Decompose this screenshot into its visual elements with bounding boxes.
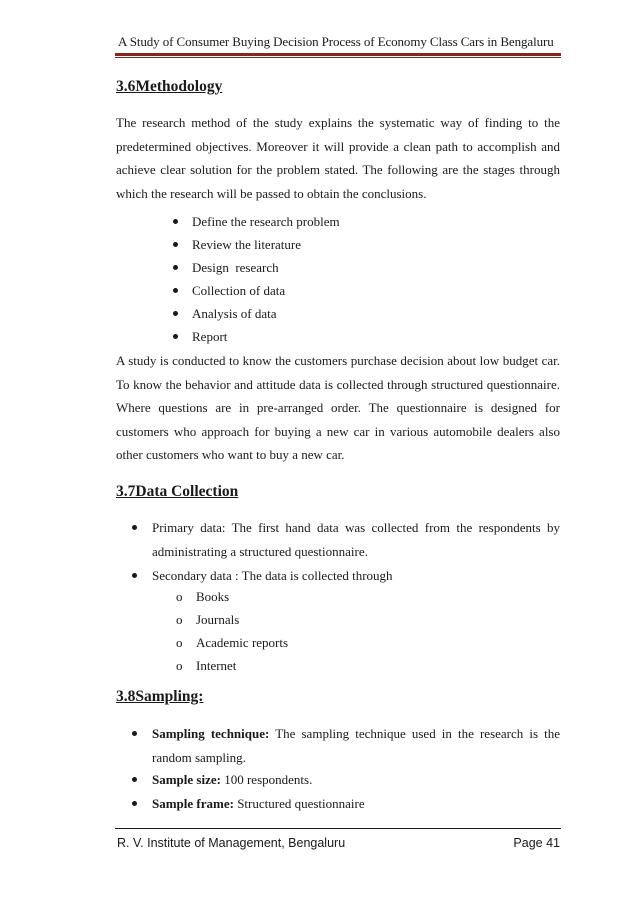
primary-data-item: Primary data: The first hand data was collected from the respondents by administrating a structured questionnaire. (152, 516, 560, 563)
paragraph-line: which the research will be passed to obtain the conclusions. (116, 185, 427, 201)
sample-size-label: Sample size: (152, 772, 221, 787)
sample-size-item: Sample size: 100 respondents. (152, 768, 560, 792)
list-item: o Journals (196, 608, 288, 631)
bullet-icon (173, 219, 178, 224)
bullet-icon (132, 801, 137, 806)
circle-bullet-icon: o (176, 658, 183, 673)
bullet-icon (173, 242, 178, 247)
sample-frame-item: Sample frame: Structured questionnaire (152, 792, 560, 816)
paragraph-line: predetermined objectives. Moreover it will provide a clean path to accomplish and (116, 138, 560, 154)
page-number: Page 41 (513, 836, 560, 850)
bullet-icon (132, 731, 137, 736)
research-stages-list (192, 210, 340, 348)
sample-frame-label: Sample frame: (152, 796, 234, 811)
list-item: o Internet (196, 654, 288, 677)
header-rule (115, 53, 561, 56)
paragraph-line: other customers who want to buy a new car. (116, 447, 345, 462)
paragraph-line: Where questions are in pre-arranged order. The questionnaire is designed for (116, 400, 560, 415)
paragraph-line: achieve clear solution for the problem stated. The following are the stages through (116, 162, 560, 177)
footer-rule (115, 828, 561, 829)
bullet-icon (173, 265, 178, 270)
paragraph-line: To know the behavior and attitude data is collected through structured questionnaire. (116, 376, 560, 392)
paragraph-line: A study is conducted to know the customers purchase decision about low budget car. (116, 353, 560, 368)
section-title-sampling: 3.8Sampling: (116, 688, 204, 705)
list-item: Analysis of data (192, 302, 340, 325)
sampling-technique-label: Sampling technique: (152, 726, 270, 741)
header-rule-thin (115, 57, 561, 58)
list-item: Collection of data (192, 279, 340, 302)
list-item: Design research (192, 256, 340, 279)
paragraph-line: The research method of the study explains the systematic way of finding to the (116, 115, 560, 130)
paragraph-line: customers who approach for buying a new car in various automobile dealers also (116, 423, 560, 439)
list-item: Report (192, 325, 340, 348)
circle-bullet-icon: o (176, 635, 183, 650)
bullet-icon (173, 311, 178, 316)
bullet-icon (132, 525, 137, 530)
list-item: Define the research problem (192, 210, 340, 233)
bullet-icon (132, 573, 137, 578)
methodology-paragraph-2 (116, 349, 560, 467)
running-header: A Study of Consumer Buying Decision Process of Economy Class Cars in Bengaluru (118, 34, 554, 49)
secondary-data-item: Secondary data : The data is collected through (152, 564, 560, 588)
section-title-methodology: 3.6Methodology (116, 78, 223, 95)
footer-institution: R. V. Institute of Management, Bengaluru (117, 836, 346, 850)
bullet-icon (173, 288, 178, 293)
section-title-data-collection: 3.7Data Collection (116, 483, 239, 500)
secondary-sources-list (176, 585, 289, 677)
circle-bullet-icon: o (176, 612, 183, 627)
bullet-icon (173, 334, 178, 339)
list-item: o Books (196, 585, 288, 608)
circle-bullet-icon: o (176, 589, 183, 604)
list-item: Review the literature (192, 233, 340, 256)
bullet-icon (132, 777, 137, 782)
list-item: o Academic reports (196, 631, 288, 654)
sampling-technique-item: Sampling technique: The sampling technique used in the research is the random sampling. (152, 722, 560, 769)
methodology-paragraph-1 (116, 111, 560, 205)
